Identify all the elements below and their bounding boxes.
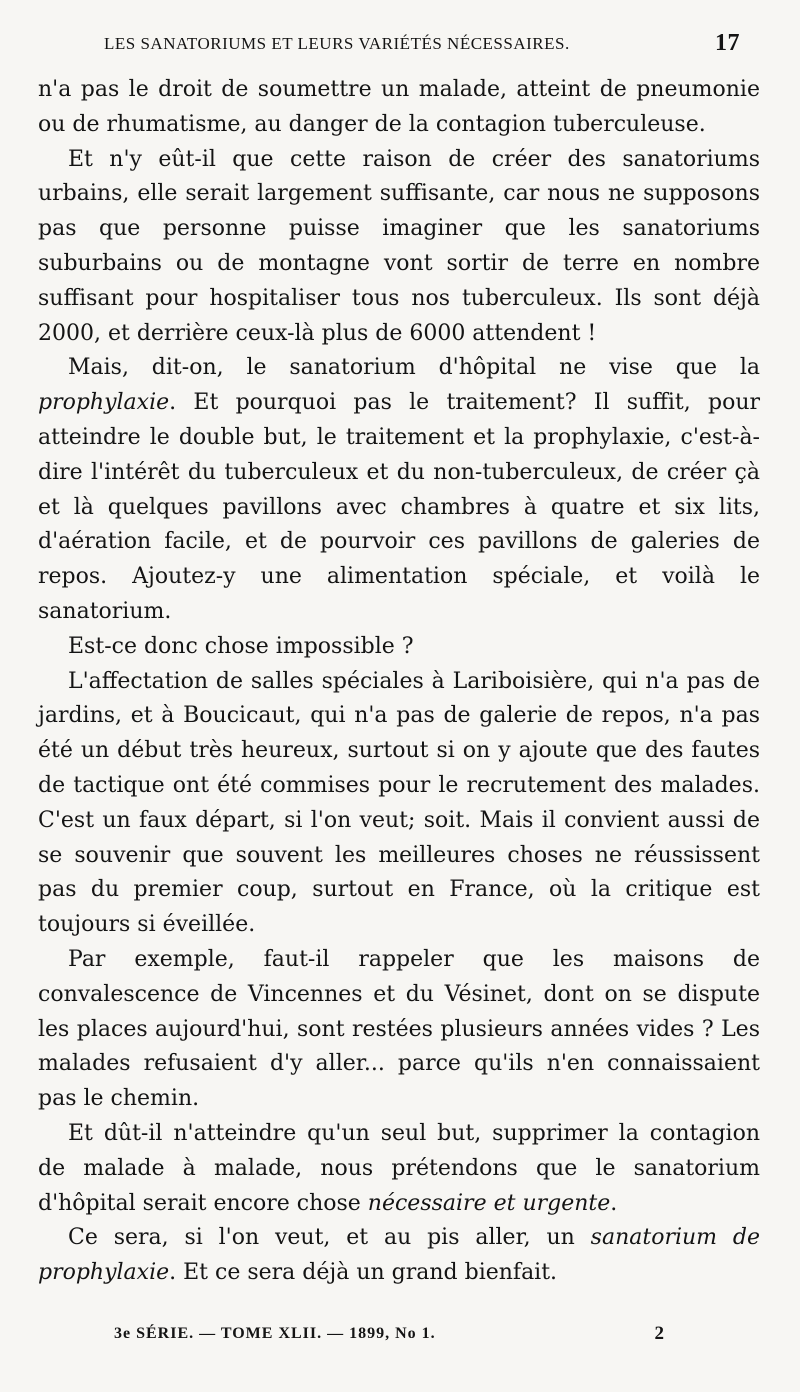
paragraph-7-text-b: . — [610, 1190, 618, 1216]
page-number: 17 — [715, 30, 740, 56]
paragraph-6: Par exemple, faut-il rappeler que les maisons de convalescence de Vincennes et du Vésinet, dont on se dispute les places aujourd'hui, sont restées plusieurs années vides ? Les malades refusaient d'y aller... parce qu'ils n'en connaissaient pas le chemin. — [38, 946, 760, 1112]
paragraph-3-italic: prophylaxie — [38, 390, 170, 416]
paragraph-3-text-b: . Et pourquoi pas le traitement? Il suffit, pour atteindre le double but, le traitement et la prophylaxie, c'est-à-dire l'intérêt du tuberculeux et du non-tuberculeux, de créer çà et là quelques pavillons avec chambres à quatre et six lits, d'aération facile, et de pourvoir ces pavillons de galeries de repos. Ajoutez-y une alimentation spéciale, et voilà le sanatorium. — [38, 390, 760, 624]
paragraph-3-text-a: Mais, dit-on, le sanatorium d'hôpital ne vise que la — [68, 355, 760, 381]
running-header — [104, 30, 740, 56]
running-title: LES SANATORIUMS ET LEURS VARIÉTÉS NÉCESSAIRES. — [104, 34, 570, 53]
paragraph-8-text-a: Ce sera, si l'on veut, et au pis aller, un — [68, 1225, 591, 1251]
paragraph-2: Et n'y eût-il que cette raison de créer des sanatoriums urbains, elle serait largement suffisante, car nous ne supposons pas que personne puisse imaginer que les sanatoriums suburbains ou de montagne vont sortir de terre en nombre suffisant pour hospitaliser tous nos tuberculeux. Ils sont déjà 2000, et derrière ceux-là plus de 6000 attendent ! — [38, 146, 760, 346]
paragraph-7-italic: nécessaire et urgente — [367, 1190, 611, 1216]
page-footer — [114, 1325, 664, 1343]
sheet-number: 2 — [654, 1323, 664, 1344]
paragraph-8-italic: sanatorium de prophylaxie — [38, 1225, 760, 1286]
paragraph-8-text-b: . Et ce sera déjà un grand bienfait. — [169, 1260, 558, 1286]
paragraph-3 — [38, 351, 760, 629]
paragraph-5: L'affectation de salles spéciales à Lariboisière, qui n'a pas de jardins, et à Boucicaut, qui n'a pas de galerie de repos, n'a pas été un début très heureux, surtout si on y ajoute que des fautes de tactique ont été commises pour le recrutement des malades. C'est un faux départ, si l'on veut; soit. Mais il convient aussi de se souvenir que souvent les meilleures choses ne réussissent pas du premier coup, surtout en France, où la critique est toujours si éveillée. — [38, 668, 760, 938]
paragraph-4: Est-ce donc chose impossible ? — [68, 633, 414, 659]
paragraph-7-text-a: Et dût-il n'atteindre qu'un seul but, supprimer la contagion de malade à malade, nous prétendons que le sanatorium d'hôpital serait encore chose — [38, 1120, 760, 1216]
paragraph-7 — [38, 1117, 760, 1221]
paragraph-8 — [38, 1221, 760, 1291]
body-text — [38, 73, 760, 1291]
paragraph-1: n'a pas le droit de soumettre un malade, atteint de pneumonie ou de rhumatisme, au danger de la contagion tuberculeuse. — [38, 77, 760, 137]
printer-signature: 3e SÉRIE. — TOME XLII. — 1899, No 1. — [114, 1325, 436, 1342]
